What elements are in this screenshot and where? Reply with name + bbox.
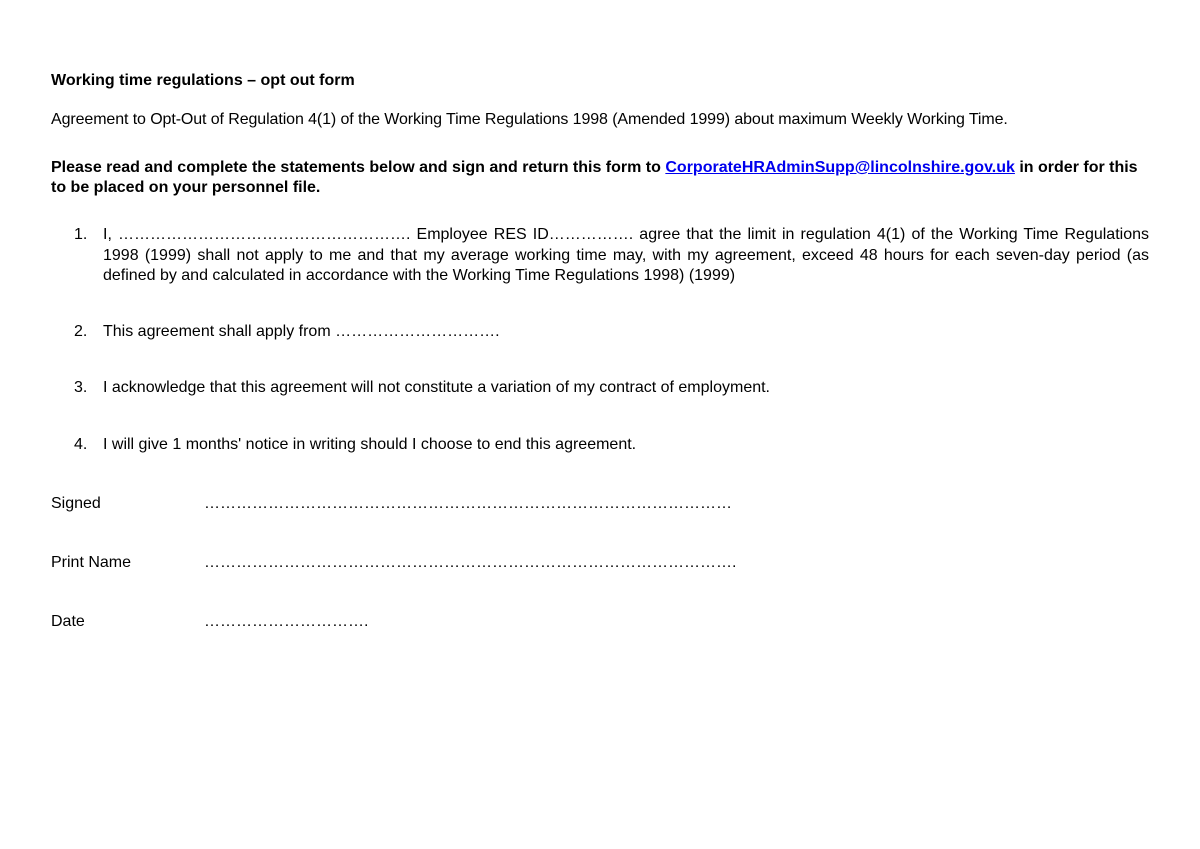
statement-text: I, ………………………………………………. Employee RES ID……………. agree that the limit in regulation 4(1) of the Working Time Regulations 1998 (1999) shall not apply to me and that my average working time may, with my agreement, exceed 48 hours for each seven-day period (as defined by and calculated in accordance with the Working Time Regulations 1998) (1999) — [103, 226, 1149, 284]
statement-number: 1. — [74, 226, 88, 243]
statement-text: This agreement shall apply from …………………………. — [103, 323, 500, 340]
email-link[interactable]: CorporateHRAdminSupp@lincolnshire.gov.uk — [665, 159, 1015, 176]
instruction-text-after: in order for this to be placed on your personnel file. — [51, 159, 1138, 196]
statement-item — [74, 378, 1149, 399]
statement-item — [74, 435, 1149, 456]
statement-item — [74, 322, 1149, 343]
print-name-field[interactable]: ………………………………………………………………………………………. — [204, 554, 737, 571]
signed-label: Signed — [51, 495, 101, 512]
date-field[interactable]: …………………………. — [204, 613, 369, 630]
statement-number: 2. — [74, 323, 88, 340]
statement-text: I will give 1 months' notice in writing should I choose to end this agreement. — [103, 436, 637, 453]
form-title: Working time regulations – opt out form — [51, 72, 355, 89]
statement-number: 4. — [74, 436, 88, 453]
date-label: Date — [51, 613, 85, 630]
form-intro: Agreement to Opt-Out of Regulation 4(1) of the Working Time Regulations 1998 (Amended 1999) about maximum Weekly Working Time. — [51, 111, 1008, 128]
form-instruction — [51, 158, 1151, 198]
signed-field[interactable]: ……………………………………………………………………………………… — [204, 495, 732, 512]
statement-item — [74, 225, 1149, 287]
instruction-text-before: Please read and complete the statements below and sign and return this form to — [51, 159, 666, 176]
statement-text: I acknowledge that this agreement will not constitute a variation of my contract of employment. — [103, 379, 770, 396]
statement-number: 3. — [74, 379, 88, 396]
print-name-label: Print Name — [51, 554, 132, 571]
